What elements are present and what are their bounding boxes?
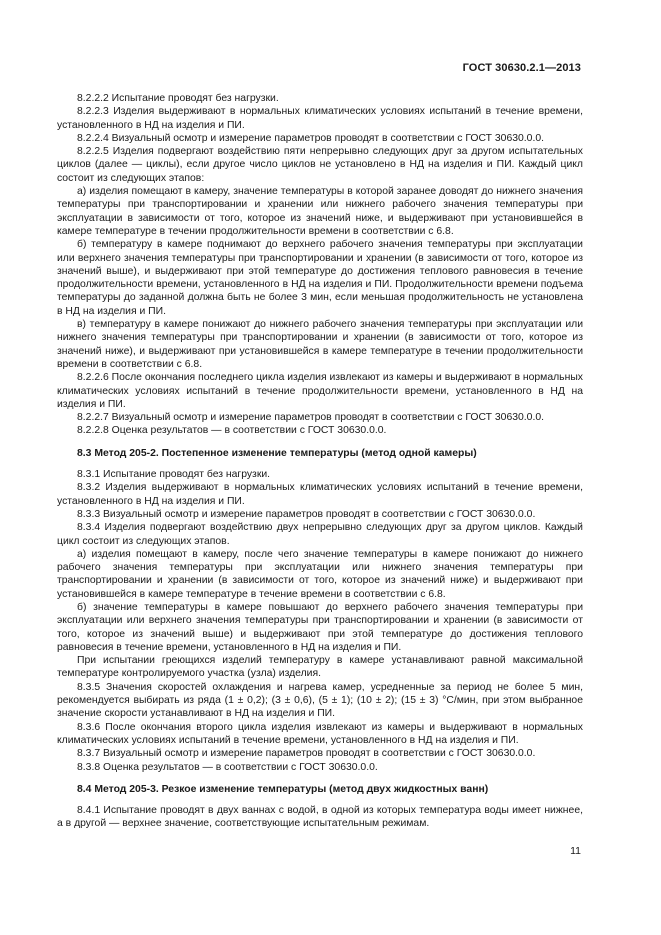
paragraph: 8.2.2.4 Визуальный осмотр и измерение параметров проводят в соответствии с ГОСТ 30630.0.0. xyxy=(77,132,545,144)
paragraph: 8.3.1 Испытание проводят без нагрузки. xyxy=(77,469,271,481)
paragraph: в) температуру в камере понижают до нижнего рабочего значения температуры при эксплуатации или нижнего значения температуры при транспортировании и хранении (в зависимости от того, которое из значений ниже), и выдерживают при установившейся в камере температуре в течении продолжительности времени в соответствии с 6.8. xyxy=(57,319,583,370)
paragraph: б) температуру в камере поднимают до верхнего рабочего значения температуры при эксплуатации или верхнего значения температуры при транспортировании и хранении (в зависимости от того, которое из значений выше), и выдерживают при этой температуре до достижения теплового равновесия в течение продолжительности времени, установленного в НД на изделия и ПИ. Продолжительности времени подъема температуры до заданной должна быть не более 3 мин, если меньшая продолжительность не установлена в НД на изделия и ПИ. xyxy=(57,239,583,317)
paragraph: 8.3.7 Визуальный осмотр и измерение параметров проводят в соответствии с ГОСТ 30630.0.0. xyxy=(77,748,536,760)
paragraph: 8.2.2.2 Испытание проводят без нагрузки. xyxy=(77,93,279,104)
paragraph: 8.2.2.3 Изделия выдерживают в нормальных климатических условиях испытаний в течение времени, установленного в НД на изделия и ПИ. xyxy=(57,106,583,131)
paragraph: При испытании греющихся изделий температуру в камере устанавливают равной максимальной температуре контролируемого участка (узла) изделия. xyxy=(57,655,583,680)
paragraph: а) изделия помещают в камеру, значение температуры в которой заранее доводят до нижнего значения температуры при транспортировании и хранении или нижнего рабочего значения температуры при эксплуатации в зависимости от того, которое из значений ниже, и выдерживают при установившейся в камере температуре в течении продолжительности времени в соответствии с 6.8. xyxy=(57,186,583,237)
section-heading-8-3: 8.3 Метод 205-2. Постепенное изменение температуры (метод одной камеры) xyxy=(77,447,477,459)
paragraph: а) изделия помещают в камеру, после чего значение температуры в камере понижают до нижнего рабочего значения температуры при эксплуатации или нижнего значения температуры при транспортировании и хранении (в зависимости от того, которое из значений ниже) и выдерживают при установившейся в камере температуре в течение времени в соответствии с 6.8. xyxy=(57,548,583,600)
paragraph: 8.2.2.7 Визуальный осмотр и измерение параметров проводят в соответствии с ГОСТ 30630.0.0. xyxy=(77,412,545,424)
paragraph: 8.3.8 Оценка результатов — в соответствии с ГОСТ 30630.0.0. xyxy=(77,761,378,773)
paragraph: 8.3.3 Визуальный осмотр и измерение параметров проводят в соответствии с ГОСТ 30630.0.0. xyxy=(77,508,536,520)
paragraph: 8.3.4 Изделия подвергают воздействию двух непрерывно следующих друг за другом циклов. Каждый цикл состоит из следующих этапов. xyxy=(57,522,583,547)
paragraph: 8.3.5 Значения скоростей охлаждения и нагрева камер, усредненные за период не более 5 мин, рекомендуется выбирать из ряда (1 ± 0,2); (3 ± 0,6), (5 ± 1); (10 ± 2); (15 ± 3) °С/мин, при этом выбранное значение скорости устанавливают в НД на изделия и ПИ. xyxy=(57,681,583,720)
paragraph: 8.2.2.8 Оценка результатов — в соответствии с ГОСТ 30630.0.0. xyxy=(77,425,387,437)
paragraph: 8.2.2.6 После окончания последнего цикла изделия извлекают из камеры и выдерживают в нормальных климатических условиях испытаний в течение продолжительности времени, установленного в НД на изделия и ПИ. xyxy=(57,372,583,410)
paragraph: 8.4.1 Испытание проводят в двух ваннах с водой, в одной из которых температура воды имеет нижнее, а в другой — верхнее значение, соответствующие испытательным режимам. xyxy=(57,805,583,830)
page-content xyxy=(57,92,583,831)
paragraph: б) значение температуры в камере повышают до верхнего рабочего значения температуры при эксплуатации или верхнего значения температуры при транспортировании и хранении (в зависимости от того, которое из значений выше) и выдерживают при этой температуре до достижения теплового равновесия в течение времени, установленного в НД на изделия и ПИ. xyxy=(57,601,583,653)
section-heading-8-4: 8.4 Метод 205-3. Резкое изменение температуры (метод двух жидкостных ванн) xyxy=(77,783,489,795)
paragraph: 8.2.2.5 Изделия подвергают воздействию пяти непрерывно следующих друг за другом испытательных циклов (далее — циклы), если другое число циклов не установлено в НД на изделия и ПИ. Каждый цикл состоит из следующих этапов: xyxy=(57,146,583,184)
paragraph: 8.3.2 Изделия выдерживают в нормальных климатических условиях испытаний в течение времени, установленного в НД на изделия и ПИ. xyxy=(57,482,583,507)
page-number: 11 xyxy=(570,845,581,857)
document-header: ГОСТ 30630.2.1—2013 xyxy=(462,62,581,74)
paragraph: 8.3.6 После окончания второго цикла изделия извлекают из камеры и выдерживают в нормальных климатических условиях испытаний в течение времени, установленного в НД на изделия и ПИ. xyxy=(57,721,583,746)
